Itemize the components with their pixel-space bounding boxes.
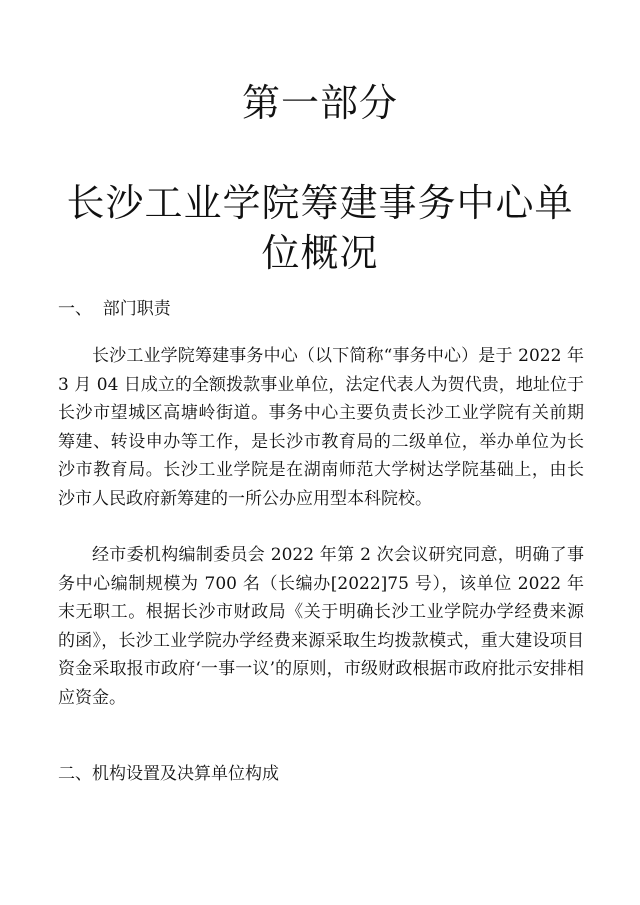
paragraph-overview: 长沙工业学院筹建事务中心（以下简称“事务中心）是于 2022 年 3 月 04 日成立的全额拨款事业单位，法定代表人为贺代贵，地址位于长沙市望城区高塘岭街道。事务中心主要负责长沙工业学院有关前期筹建、转设申办等工作，是长沙市教育局的二级单位，举办单位为长沙市教育局。长沙工业学院是在湖南师范大学树达学院基础上，由长沙市人民政府新筹建的一所公办应用型本科院校。: [58, 346, 584, 509]
document-title: 长沙工业学院筹建事务中心单位概况: [66, 181, 574, 275]
section-heading-duties: 一、 部门职责: [58, 299, 171, 319]
part-title: 第一部分: [241, 81, 398, 125]
section-heading-structure: 二、机构设置及决算单位构成: [58, 764, 279, 784]
paragraph-staffing-funding: 经市委机构编制委员会 2022 年第 2 次会议研究同意，明确了事务中心编制规模为 700 名（长编办[2022]75 号），该单位 2022 年末无职工。根据长沙市财政局《关于明确长沙工业学院办学经费来源的函》，长沙工业学院办学经费来源采取生均拨款模式，重大建设项目资金采取报市政府‘一事一议’的原则，市级财政根据市政府批示安排相应资金。: [58, 545, 584, 708]
